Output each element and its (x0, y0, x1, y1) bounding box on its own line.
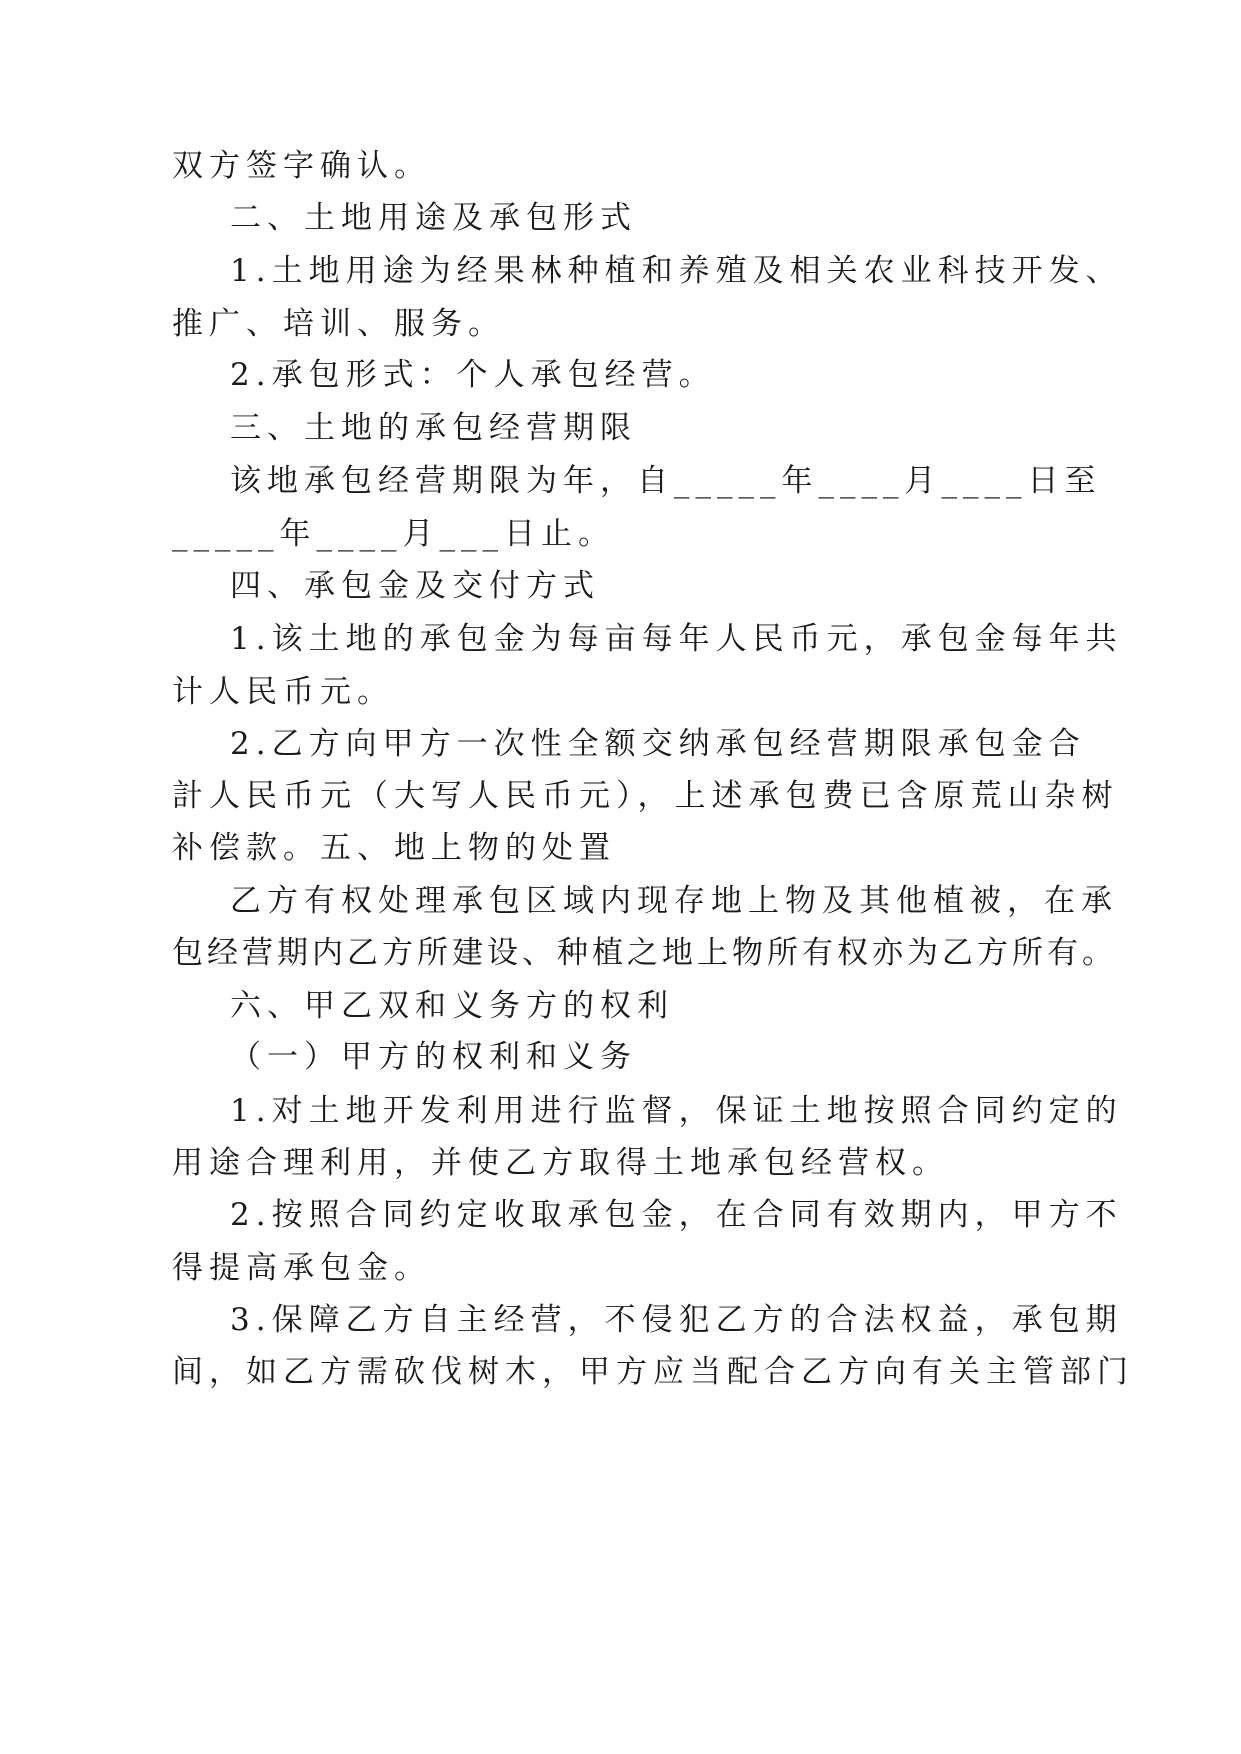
text-line: 该地承包经营期限为年，自_____年____月____日至 (230, 463, 1102, 499)
text-line: 3.保障乙方自主经营，不侵犯乙方的合法权益，承包期 (230, 1302, 1123, 1338)
text-line: 1.该土地的承包金为每亩每年人民币元，承包金每年共 (230, 621, 1123, 657)
section-heading: 六、甲乙双和义务方的权利 (230, 988, 674, 1024)
text-line: 间，如乙方需砍伐树木，甲方应当配合乙方向有关主管部门 (172, 1354, 1134, 1390)
text-line: 1.对土地开发利用进行监督，保证土地按照合同约定的 (230, 1093, 1123, 1129)
text-line: 计人民币元。 (172, 674, 394, 710)
section-heading: 四、承包金及交付方式 (230, 568, 600, 604)
text-line: 补偿款。五、地上物的处置 (172, 830, 616, 866)
text-line: 1.土地用途为经果林种植和养殖及相关农业科技开发、 (230, 253, 1123, 289)
section-heading: 二、土地用途及承包形式 (230, 200, 637, 236)
text-line: 乙方有权处理承包区域内现存地上物及其他植被，在承 (230, 883, 1118, 919)
text-line: 2.乙方向甲方一次性全额交纳承包经营期限承包金合 (230, 726, 1086, 762)
text-line: _____年____月___日止。 (172, 516, 615, 552)
text-line: 推广、培训、服务。 (172, 306, 505, 342)
text-line: 用途合理利用，并使乙方取得土地承包经营权。 (172, 1145, 949, 1181)
subsection-heading: （一）甲方的权利和义务 (230, 1039, 637, 1075)
text-line: 2.按照合同约定收取承包金，在合同有效期内，甲方不 (230, 1197, 1123, 1233)
section-heading: 三、土地的承包经营期限 (230, 410, 637, 446)
text-line: 計人民币元（大写人民币元），上述承包费已含原荒山杂树 (172, 778, 1119, 814)
text-line: 双方签字确认。 (172, 148, 431, 184)
text-line: 包经营期内乙方所建设、种植之地上物所有权亦为乙方所有。 (172, 935, 1117, 971)
text-line: 2.承包形式：个人承包经营。 (230, 357, 716, 393)
text-line: 得提高承包金。 (172, 1250, 431, 1286)
